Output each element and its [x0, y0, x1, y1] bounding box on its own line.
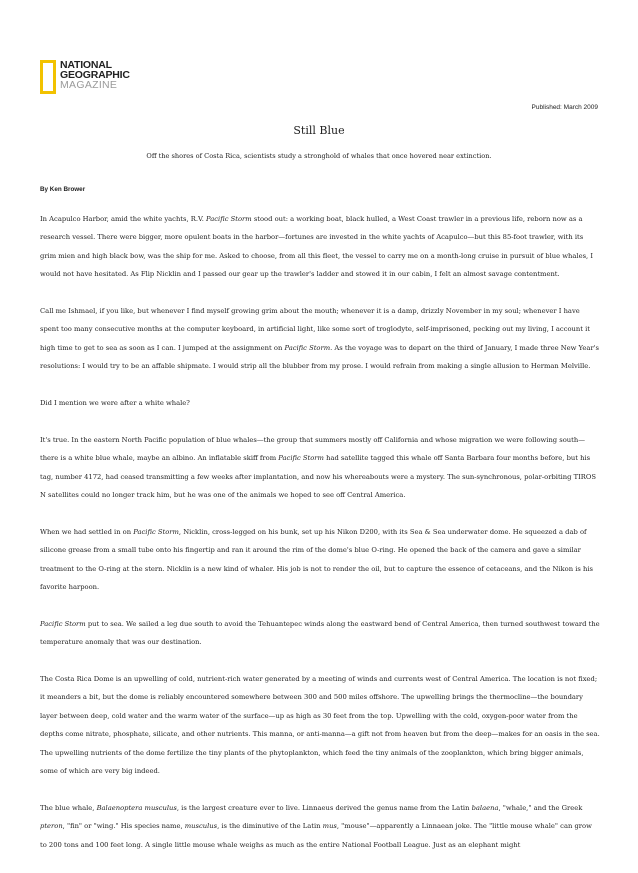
paragraph-text: , is the largest creature ever to live. Linnaeus derived the genus name from the Latin — [176, 803, 472, 812]
paragraph-italic-text: mus — [322, 822, 337, 831]
article-paragraph — [40, 431, 600, 505]
article-paragraph — [40, 615, 600, 652]
paragraph-text: The blue whale, — [40, 803, 97, 812]
paragraph-text: put to sea. We sailed a leg due south to avoid the Tehuantepec winds along the eastward bend of Central America, then turned southwest toward the temperature anomaly that was our destination. — [40, 619, 600, 647]
national-geographic-logo[interactable] — [40, 60, 130, 94]
article-subtitle: Off the shores of Costa Rica, scientists study a stronghold of whales that once hovered near extinction. — [146, 152, 492, 160]
paragraph-text: Call me Ishmael, if you like, but whenever I find myself growing grim about the mouth; whenever it is a damp, drizzly November in my soul; whenever I have spent too many consecutive months at the computer keyboard, in artificial light, like some sort of troglodyte, self-imprisoned, pecking out my living, I account it high time to get to sea as soon as I can. I jumped at the assignment on — [40, 307, 590, 352]
paragraph-italic-text: musculus — [184, 822, 218, 831]
logo-line-national: NATIONAL — [60, 59, 112, 71]
paragraph-text: , "whale," and the Greek — [498, 803, 583, 812]
paragraph-italic-text: balaena — [471, 803, 499, 812]
paragraph-text: , "fin" or "wing." His species name, — [62, 822, 185, 831]
paragraph-italic-text: Pacific Storm — [40, 619, 86, 628]
paragraph-italic-text: Pacific Storm — [206, 215, 252, 223]
logo-wordmark — [60, 60, 130, 94]
paragraph-italic-text: pteron — [40, 822, 63, 831]
paragraph-text: had satellite tagged this whale off Santa Barbara four months before, but his tag, number 4172, had ceased transmitting a few weeks after implantation, and now his whereabouts were a mystery. The sun-synchronous, polar-orbiting TIROS N satellites could no longer track him, but he was one of the animals we hoped to see off Central America. — [40, 454, 597, 500]
paragraph-text: The Costa Rica Dome is an upwelling of cold, nutrient-rich water generated by a meeting of winds and currents west of Central America. The location is not fixed; it meanders a bit, but the dome is reliably encountered somewhere between 300 and 500 miles offshore. The upwelling brings the thermocline—the boundary layer between deep, cold water and the warm water of the surface—up as high as 30 feet from the top. Upwelling with the cold, oxygen-poor water from the depths come nitrate, phosphate, silicate, and other nutrients. This manna, or anti-manna—a gift not from heaven but from the deep—makes for an oasis in the sea. The upwelling nutrients of the dome fertilize the tiny plants of the phytoplankton, which feed the tiny animals of the zooplankton, which bring bigger animals, some of which are very big indeed. — [40, 675, 600, 776]
article-paragraph — [40, 302, 600, 376]
paragraph-text: , "mouse"—apparently a Linnaean joke. The "little mouse whale" can grow to 200 tons and 100 feet long. A single little mouse whale weighs as much as the entire National Football League. Just as an elephant might — [40, 822, 592, 849]
logo-line-magazine: MAGAZINE — [60, 79, 118, 91]
paragraph-text: When we had settled in on — [40, 527, 134, 536]
logo-line-geographic: GEOGRAPHIC — [60, 69, 130, 81]
article-paragraph — [40, 210, 600, 284]
article-paragraph — [40, 670, 600, 780]
paragraph-text: , Nicklin, cross-legged on his bunk, set up his Nikon D200, with its Sea & Sea underwater dome. He squeezed a dab of silicone grease from a small tube onto his fingertip and ran it around the rim of the dome's blue O-ring. He opened the back of the camera and gave a similar treatment to the O-ring at the stern. Nicklin is a new kind of whaler. His job is not to render the oil, but to capture the essence of cetaceans, and the Nikon is his favorite harpoon. — [40, 527, 593, 592]
article-body — [40, 210, 600, 873]
yellow-border-icon — [40, 60, 56, 94]
paragraph-italic-text: Pacific Storm — [133, 527, 179, 536]
paragraph-italic-text: Pacific Storm — [278, 454, 324, 463]
paragraph-italic-text: Pacific Storm — [284, 343, 331, 352]
paragraph-text: stood out: a working boat, black hulled, a West Coast trawler in a previous life, reborn now as a research vessel. There were bigger, more opulent boats in the harbor—fortunes are invested in the white yachts of Acapulco—but this 85-foot trawler, with its grim mien and high black bow, was the ship for me. Asked to choose, from all this fleet, the vessel to carry me on a month-long cruise in pursuit of blue whales, I would not have hesitated. As Flip Nicklin and I passed our gear up the trawler's ladder and stowed it in our cabin, I felt an almost savage contentment. — [40, 215, 593, 279]
article-byline: By Ken Brower — [40, 186, 86, 193]
article-paragraph — [40, 394, 600, 412]
paragraph-text: . As the voyage was to depart on the third of January, I made three New Year's resolutions: I would try to be an affable shipmate. I would strip all the blubber from my prose. I would refrain from making a single allusion to Herman Melville. — [40, 343, 599, 371]
article-paragraph — [40, 799, 600, 854]
paragraph-text: In Acapulco Harbor, amid the white yachts, R.V. — [40, 215, 206, 223]
paragraph-text: It's true. In the eastern North Pacific population of blue whales—the group that summers mostly off California and whose migration we were following south—there is a white blue whale, maybe an albino. An inflatable skiff from — [40, 435, 585, 463]
article-title: Still Blue — [293, 124, 345, 137]
article-paragraph — [40, 523, 600, 597]
published-date: Published: March 2009 — [531, 104, 598, 111]
paragraph-text: Did I mention we were after a white whale? — [40, 399, 190, 408]
paragraph-text: , is the diminutive of the Latin — [217, 822, 323, 831]
paragraph-italic-text: Balaenoptera musculus — [96, 803, 177, 812]
